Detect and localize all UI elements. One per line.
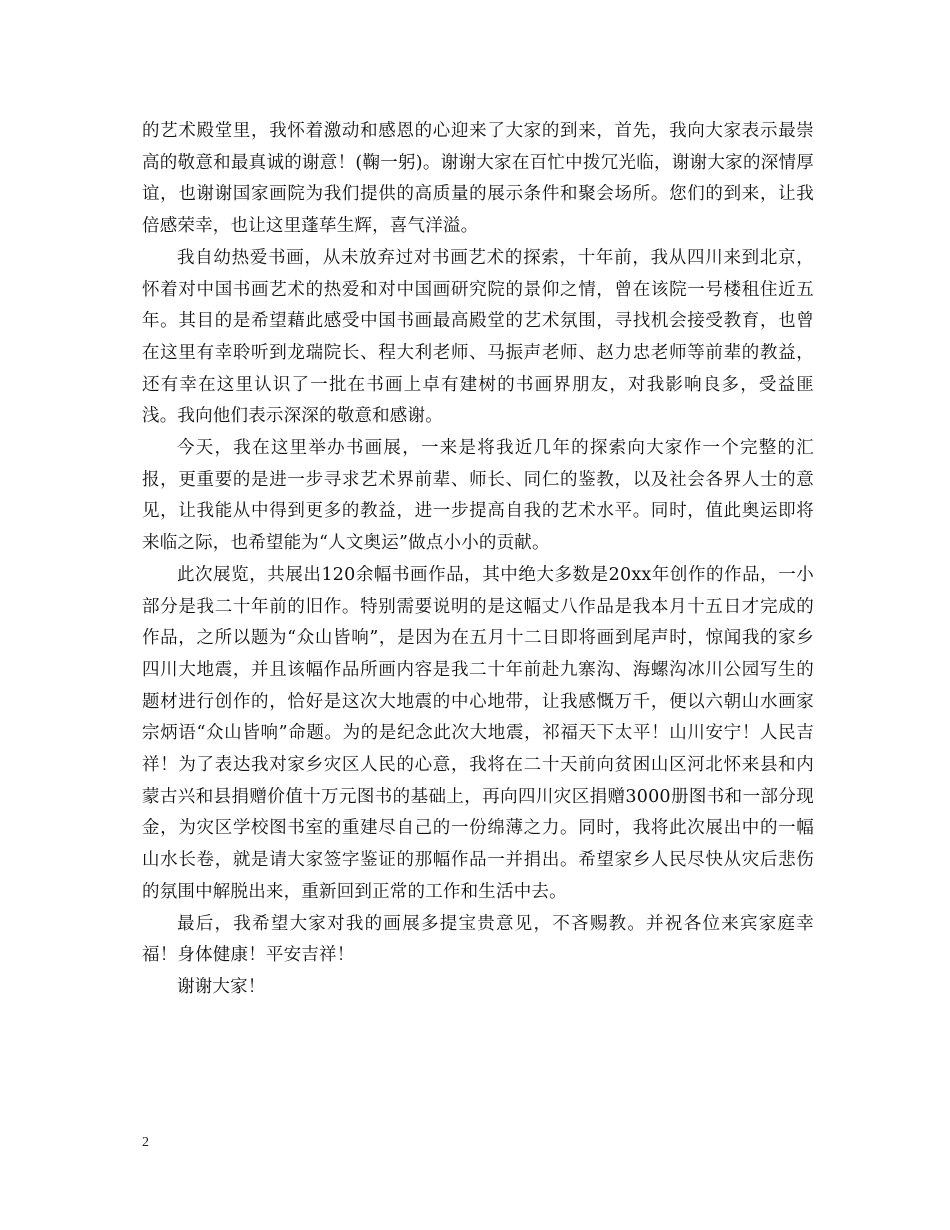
paragraph-5: 最后，我希望大家对我的画展多提宝贵意见，不吝赐教。并祝各位来宾家庭幸福！身体健康！平安吉祥！ — [142, 913, 814, 966]
document-body — [142, 116, 814, 1004]
page-number: 2 — [142, 1135, 149, 1150]
paragraph-6: 谢谢大家！ — [177, 976, 266, 997]
paragraph-3: 今天，我在这里举办书画展，一来是将我近几年的探索向大家作一个完整的汇报，更重要的是进一步寻求艺术界前辈、师长、同仁的鉴教，以及社会各界人士的意见，让我能从中得到更多的教益，进一步提高自我的艺术水平。同时，值此奥运即将来临之际，也希望能为“人文奥运”做点小小的贡献。 — [142, 438, 814, 554]
paragraph-1: 的艺术殿堂里，我怀着激动和感恩的心迎来了大家的到来，首先，我向大家表示最崇高的敬意和最真诚的谢意！(鞠一躬)。谢谢大家在百忙中拨冗光临，谢谢大家的深情厚谊，也谢谢国家画院为我们提供的高质量的展示条件和聚会场所。您们的到来，让我倍感荣幸，也让这里蓬荜生辉，喜气洋溢。 — [142, 121, 814, 237]
paragraph-4: 此次展览，共展出120余幅书画作品，其中绝大多数是20xx年创作的作品，一小部分是我二十年前的旧作。特别需要说明的是这幅丈八作品是我本月十五日才完成的作品，之所以题为“众山皆响”，是因为在五月十二日即将画到尾声时，惊闻我的家乡四川大地震，并且该幅作品所画内容是我二十年前赴九寨沟、海螺沟冰川公园写生的题材进行创作的，恰好是这次大地震的中心地带，让我感慨万千，便以六朝山水画家宗炳语“众山皆响”命题。为的是纪念此次大地震，祁福天下太平！山川安宁！人民吉祥！为了表达我对家乡灾区人民的心意，我将在二十天前向贫困山区河北怀来县和内蒙古兴和县捐赠价值十万元图书的基础上，再向四川灾区捐赠3000册图书和一部分现金，为灾区学校图书室的重建尽自己的一份绵薄之力。同时，我将此次展出中的一幅山水长卷，就是请大家签字鉴证的那幅作品一并捐出。希望家乡人民尽快从灾后悲伤的氛围中解脱出来，重新回到正常的工作和生活中去。 — [142, 564, 814, 902]
paragraph-2: 我自幼热爱书画，从未放弃过对书画艺术的探索，十年前，我从四川来到北京，怀着对中国书画艺术的热爱和对中国画研究院的景仰之情，曾在该院一号楼租住近五年。其目的是希望藉此感受中国书画最高殿堂的艺术氛围，寻找机会接受教育，也曾在这里有幸聆听到龙瑞院长、程大利老师、马振声老师、赵力忠老师等前辈的教益，还有幸在这里认识了一批在书画上卓有建树的书画界朋友，对我影响良多，受益匪浅。我向他们表示深深的敬意和感谢。 — [142, 247, 814, 427]
